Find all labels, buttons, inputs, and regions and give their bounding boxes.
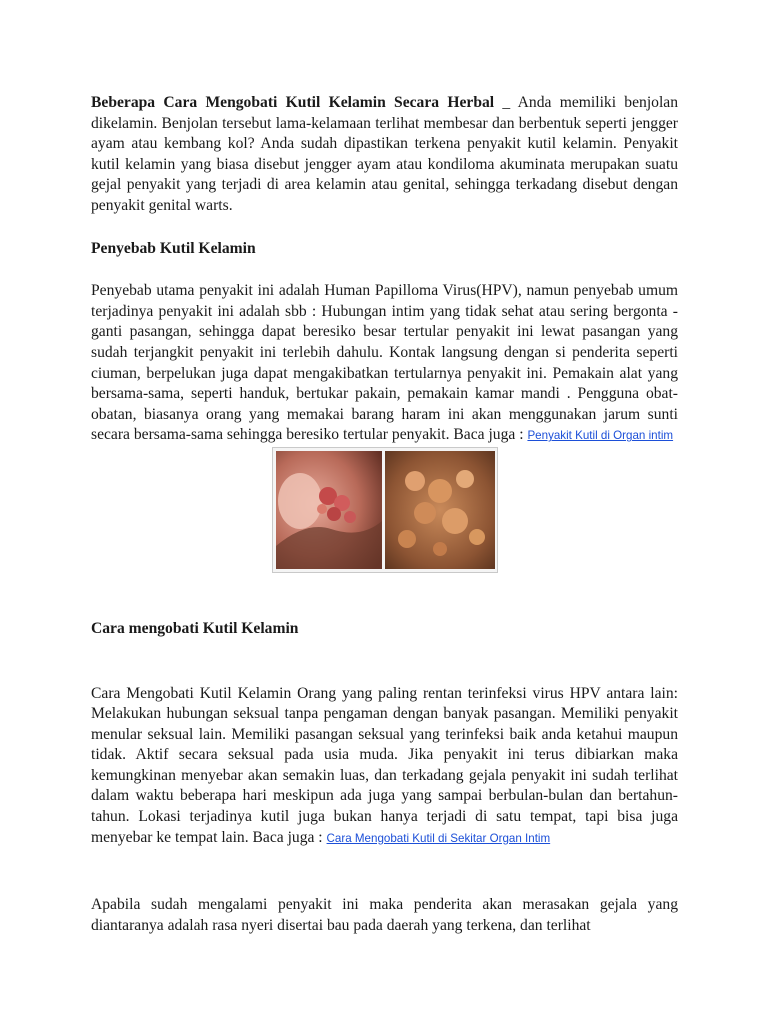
- intro-text: Anda memiliki benjolan dikelamin. Benjolan tersebut lama-kelamaan terlihat membesar dan berbentuk seperti jengger ayam atau kembang kol? Anda sudah dipastikan terkena penyakit kutil kelamin. Penyakit kutil kelamin yang biasa disebut jengger ayam atau kondiloma akuminata merupakan suatu gejal penyakit yang terjadi di area kelamin atau genital, sehingga terkadang disebut dengan penyakit genital warts.: [91, 94, 679, 214]
- article-title: Beberapa Cara Mengobati Kutil Kelamin Secara Herbal: [91, 94, 495, 111]
- link-cara-mengobati-kutil-sekitar-organ-intim[interactable]: Cara Mengobati Kutil di Sekitar Organ Intim: [326, 831, 551, 845]
- wart-photo-right: [385, 451, 495, 569]
- penyebab-paragraph: [91, 281, 678, 447]
- gejala-text: Apabila sudah mengalami penyakit ini maka penderita akan merasakan gejala yang diantaranya adalah rasa nyeri disertai bau pada daerah yang terkena, dan terlihat: [91, 896, 678, 934]
- intro-paragraph: [91, 93, 678, 217]
- title-separator: _: [494, 94, 518, 111]
- cara-mengobati-paragraph: [91, 684, 678, 850]
- penyebab-text: Penyebab utama penyakit ini adalah Human Papilloma Virus(HPV), namun penyebab umum terjadinya penyakit ini adalah sbb : Hubungan intim yang tidak sehat atau sering bergonta - ganti pasangan, sehingga dapat beresiko besar tertular penyakit ini lewat pasangan yang sudah terjangkit penyakit ini terlebih dahulu. Kontak langsung dengan si penderita seperti ciuman, berpelukan juga dapat mengakibatkan tertularnya penyakit ini. Pemakain alat yang bersama-sama, seperti handuk, bertukar pakain, pemakain kamar mandi . Pengguna obat-obatan, biasanya orang yang memakai barang haram ini akan menggunakan jarum sunti secara bersama-sama sehingga beresiko tertular penyakit. Baca juga :: [91, 282, 678, 444]
- cara-mengobati-text: Cara Mengobati Kutil Kelamin Orang yang paling rentan terinfeksi virus HPV antara lain: Melakukan hubungan seksual tanpa pengaman dengan banyak pasangan. Memiliki penyakit menular seksual lain. Memiliki pasangan seksual yang terinfeksi baik anda ketahui maupun tidak. Aktif secara seksual pada usia muda. Jika penyakit ini terus dibiarkan maka kemungkinan menyebar akan semakin luas, dan terkadang gejala penyakit ini sudah terlihat dalam waktu beberapa hari meskipun ada juga yang sampai berbulan-bulan dan bertahun-tahun. Lokasi terjadinya kutil juga bukan hanya terjadi di satu tempat, tapi bisa juga menyebar ke tempat lain. Baca juga :: [91, 684, 678, 846]
- section-heading-penyebab: Penyebab Kutil Kelamin: [91, 239, 256, 257]
- wart-photo-left: [276, 451, 382, 569]
- section-heading-cara-mengobati: Cara mengobati Kutil Kelamin: [91, 619, 299, 637]
- link-penyakit-kutil-organ-intim[interactable]: Penyakit Kutil di Organ intim: [527, 429, 674, 443]
- article-image: [272, 447, 498, 573]
- gejala-paragraph: [91, 895, 678, 936]
- article-body: [91, 93, 678, 936]
